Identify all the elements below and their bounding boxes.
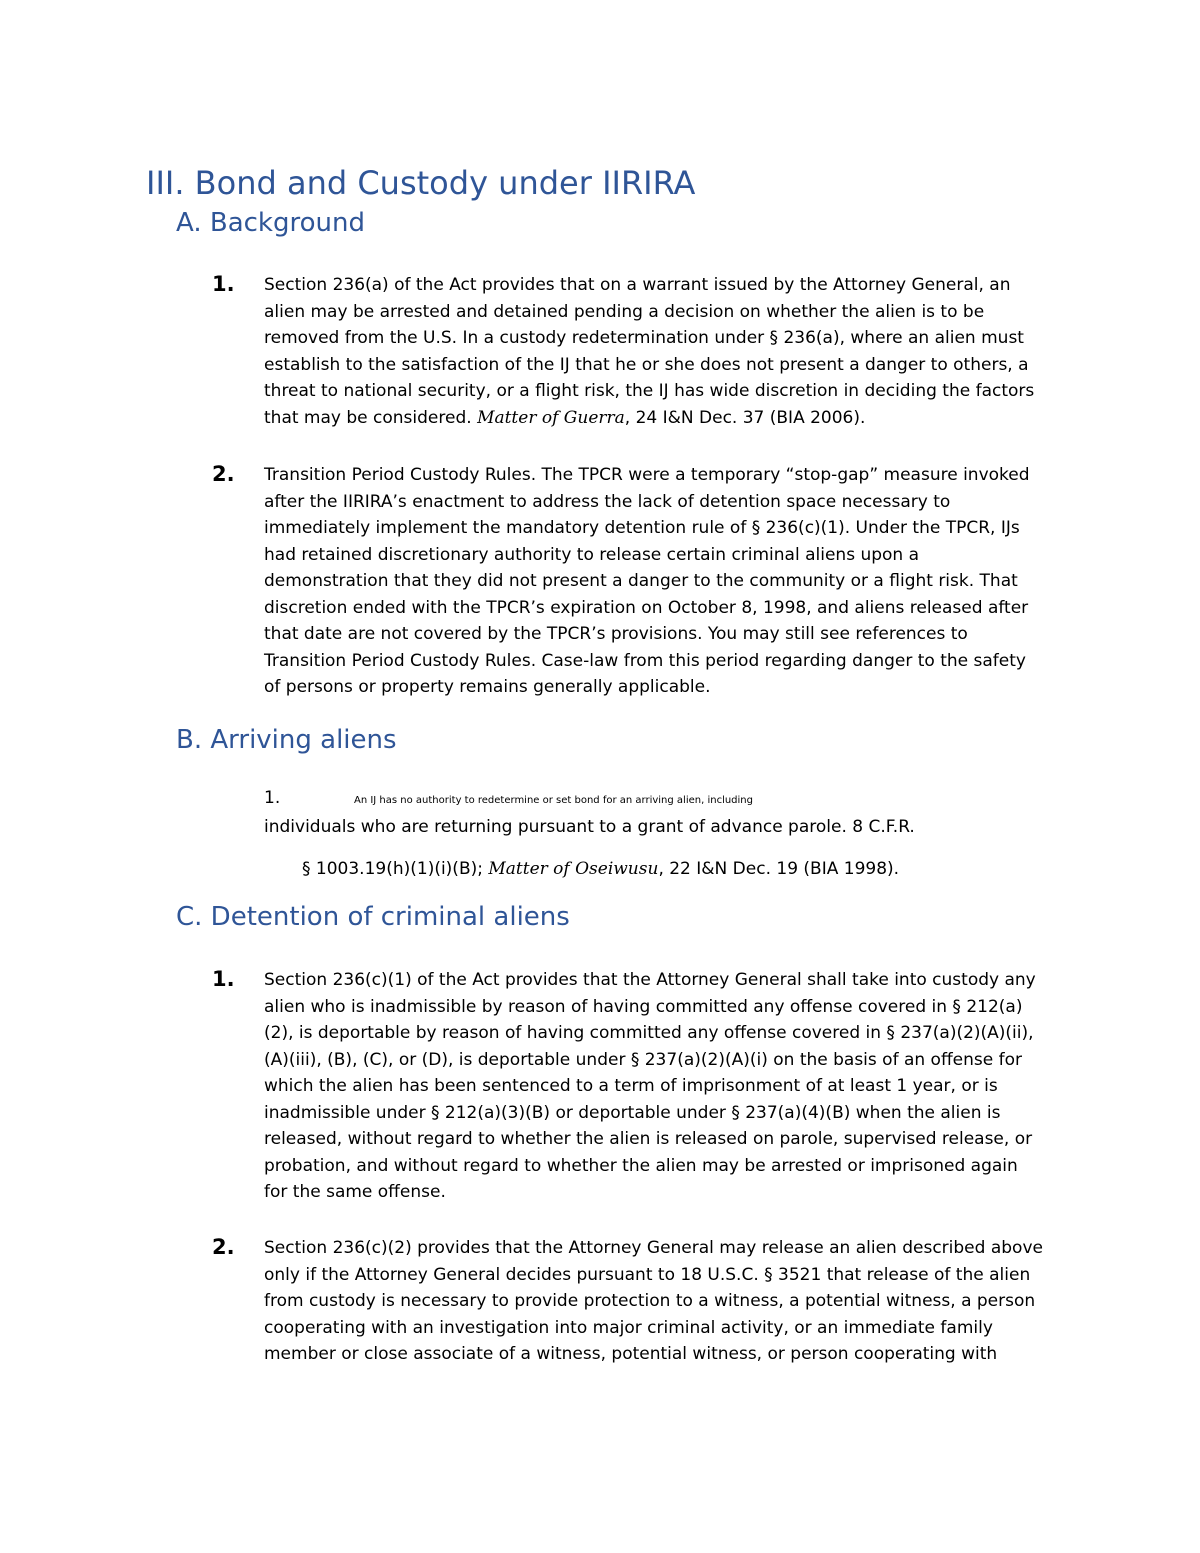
- paragraph-b1-second-line: [264, 814, 1064, 841]
- text-line: threat to national security, or a flight risk, the IJ has wide discretion in deciding the factors: [264, 381, 1035, 401]
- section-heading-detention: C. Detention of criminal aliens: [176, 902, 570, 932]
- text-line: Section 236(a) of the Act provides that on a warrant issued by the Attorney General, an: [264, 275, 1011, 295]
- text-line: that date are not covered by the TPCR’s provisions. You may still see references to: [264, 624, 968, 644]
- item-number: 1.: [212, 272, 235, 296]
- text-line-with-citation: [264, 405, 1064, 432]
- text-fragment: , 22 I&N Dec. 19 (BIA 1998).: [658, 859, 900, 879]
- section-heading-arriving-aliens: B. Arriving aliens: [176, 725, 397, 755]
- paragraph-a1: [264, 272, 1064, 431]
- text-line: establish to the satisfaction of the IJ that he or she does not present a danger to others, a: [264, 354, 1029, 375]
- text-line: member or close associate of a witness, potential witness, or person cooperating with: [264, 1344, 998, 1364]
- text-line: inadmissible under § 212(a)(3)(B) or deportable under § 237(a)(4)(B) when the alien is: [264, 1102, 1001, 1123]
- item-number: 2.: [212, 1235, 235, 1259]
- item-number: 2.: [212, 462, 235, 486]
- text-line: only if the Attorney General decides pursuant to 18 U.S.C. § 3521 that release of the alien: [264, 1264, 1031, 1285]
- text-line: for the same offense.: [264, 1182, 446, 1202]
- text-line: after the IIRIRA’s enactment to address the lack of detention space necessary to: [264, 491, 951, 512]
- text-line: had retained discretionary authority to release certain criminal aliens upon a: [264, 544, 920, 565]
- text-line: probation, and without regard to whether the alien may be arrested or imprisoned again: [264, 1155, 1018, 1176]
- text-line: removed from the U.S. In a custody redetermination under § 236(a), where an alien must: [264, 328, 1024, 348]
- citation-line: [302, 859, 899, 879]
- text-line: immediately implement the mandatory detention rule of § 236(c)(1). Under the TPCR, IJs: [264, 518, 1020, 538]
- section-heading-background: A. Background: [176, 208, 365, 238]
- text-line: demonstration that they did not present a danger to the community or a flight risk. That: [264, 571, 1018, 591]
- text-fragment: § 1003.19(h)(1)(i)(B);: [302, 859, 489, 879]
- paragraph-c2: [264, 1235, 1064, 1368]
- case-name: Matter of Oseiwusu: [488, 859, 659, 879]
- case-name: Matter of Guerra: [477, 407, 625, 428]
- item-number: 1.: [212, 967, 235, 991]
- text-line: Transition Period Custody Rules. Case-law from this period regarding danger to the safety: [264, 650, 1026, 671]
- text-line: of persons or property remains generally applicable.: [264, 677, 711, 697]
- text-fragment: that may be considered.: [264, 407, 478, 428]
- paragraph-a2: [264, 462, 1064, 701]
- item-number: 1.: [264, 788, 281, 808]
- text-line: from custody is necessary to provide protection to a witness, a potential witness, a person: [264, 1291, 1036, 1311]
- text-line: cooperating with an investigation into major criminal activity, or an immediate family: [264, 1317, 993, 1338]
- text-line: which the alien has been sentenced to a term of imprisonment of at least 1 year, or is: [264, 1076, 998, 1096]
- text-line: alien may be arrested and detained pending a decision on whether the alien is to be: [264, 301, 985, 322]
- text-line: individuals who are returning pursuant to a grant of advance parole. 8 C.F.R.: [264, 817, 915, 837]
- page-title: III. Bond and Custody under IIRIRA: [146, 164, 696, 202]
- text-line: An IJ has no authority to redetermine or set bond for an arriving alien, including: [354, 795, 753, 806]
- text-line: discretion ended with the TPCR’s expiration on October 8, 1998, and aliens released after: [264, 597, 1029, 618]
- text-fragment: , 24 I&N Dec. 37 (BIA 2006).: [624, 407, 866, 428]
- text-line: released, without regard to whether the alien is released on parole, supervised release, or: [264, 1129, 1033, 1149]
- paragraph-b1-first-line: [354, 788, 1154, 815]
- text-line: Section 236(c)(2) provides that the Attorney General may release an alien described above: [264, 1238, 1043, 1258]
- text-line: Transition Period Custody Rules. The TPCR were a temporary “stop-gap” measure invoked: [264, 465, 1030, 485]
- text-line: Section 236(c)(1) of the Act provides that the Attorney General shall take into custody any: [264, 970, 1036, 990]
- text-line: (2), is deportable by reason of having committed any offense covered in § 237(a)(2)(A)(ii),: [264, 1023, 1034, 1043]
- text-line: alien who is inadmissible by reason of having committed any offense covered in § 212(a): [264, 996, 1023, 1017]
- paragraph-c1: [264, 967, 1064, 1206]
- text-line: (A)(iii), (B), (C), or (D), is deportable under § 237(a)(2)(A)(i) on the basis of an offense for: [264, 1049, 1022, 1070]
